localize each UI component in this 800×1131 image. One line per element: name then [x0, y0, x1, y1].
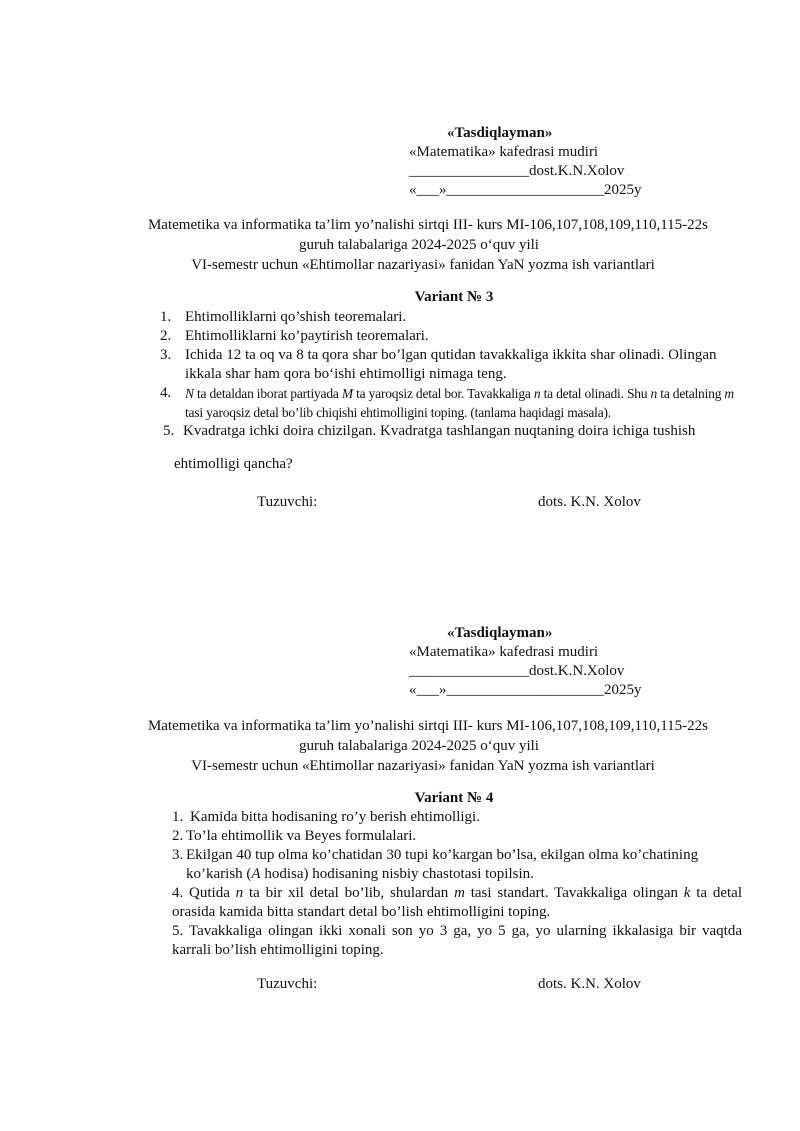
task-number: 1. [160, 309, 172, 325]
task-text: Tavakkaliga olingan ikki xonali son yo 3 ga, yo 5 ga, yo ularning ikkalasiga bir vaqtda karrali bo’lish ehtimolligini toping. [172, 923, 742, 958]
approval-head-signature: ________________dost.K.N.Xolov [409, 163, 625, 179]
list-item [172, 827, 742, 846]
task-text: tasi yaroqsiz detal bo’lib chiqishi ehtimolligini toping. (tanlama haqidagi masala). [185, 405, 611, 420]
task-text-continued: ehtimolligi qancha? [174, 456, 293, 472]
compiler-label: Tuzuvchi: [257, 976, 318, 992]
task-text: Kvadratga ichki doira chizilgan. Kvadratga tashlangan nuqtaning doira ichiga tushish [183, 423, 696, 439]
task-number: 5. [163, 423, 175, 439]
task-list [172, 808, 742, 960]
heading-line-3: VI-semestr uchun «Ehtimollar nazariyasi» fanidan YaN yozma ish variantlari [191, 257, 655, 273]
list-item [160, 308, 742, 327]
task-number: 3. [160, 347, 172, 363]
task-number: 4. [172, 885, 184, 901]
task-number: 5. [172, 923, 184, 939]
document-heading [0, 716, 800, 776]
compiler-name: dots. K.N. Xolov [538, 494, 641, 510]
variable-m: m [454, 885, 465, 901]
approval-title: «Tasdiqlayman» [447, 125, 553, 141]
variable-n: n [533, 386, 541, 401]
task-number: 2. [160, 328, 172, 344]
approval-date: «___»_____________________2025y [409, 182, 642, 198]
variable-m: m [724, 386, 734, 401]
task-text: Ehtimolliklarni ko’paytirish teoremalari. [185, 328, 429, 344]
approval-block [409, 124, 709, 200]
approval-date: «___»_____________________2025y [409, 682, 642, 698]
variable-n: n [235, 885, 244, 901]
task-list [160, 308, 742, 474]
list-item [160, 327, 742, 346]
approval-department: «Matematika» kafedrasi mudiri [409, 644, 599, 660]
list-item [172, 884, 742, 922]
task-number: 3. [172, 847, 184, 863]
task-text: ta detalning [657, 386, 725, 401]
variable-n-cap: N [185, 386, 194, 401]
task-text: To’la ehtimollik va Beyes formulalari. [186, 828, 417, 844]
task-text: Ehtimolliklarni qo’shish teoremalari. [185, 309, 407, 325]
variable-m-cap: M [341, 386, 353, 401]
compiler-label: Tuzuvchi: [257, 494, 318, 510]
document-heading [0, 215, 800, 275]
task-text: ta detaldan iborat partiyada [193, 386, 342, 401]
heading-line-2: guruh talabalariga 2024-2025 o‘quv yili [299, 237, 539, 253]
task-number: 4. [160, 385, 171, 401]
approval-department: «Matematika» kafedrasi mudiri [409, 144, 599, 160]
task-number: 2. [172, 828, 184, 844]
task-text: hodisa) hodisaning nisbiy chastotasi topilsin. [260, 866, 534, 882]
list-item [160, 384, 742, 422]
variant-title: Variant № 3 [414, 289, 494, 305]
event-a: A [251, 866, 261, 882]
task-text: tasi standart. Tavakkaliga olingan [464, 885, 684, 901]
task-text: ta detal orasida kamida bitta standart detal bo’lish ehtimolligini toping. [172, 885, 742, 920]
list-item [163, 422, 742, 474]
variable-k: k [683, 885, 691, 901]
task-text: ta yaroqsiz detal bor. Tavakkaliga [352, 386, 534, 401]
heading-line-3: VI-semestr uchun «Ehtimollar nazariyasi» fanidan YaN yozma ish variantlari [191, 758, 655, 774]
task-text: ta bir xil detal bo’lib, shulardan [243, 885, 455, 901]
variable-n: n [650, 386, 658, 401]
list-item [172, 846, 742, 884]
heading-line-1: Matemetika va informatika ta’lim yo’nalishi sirtqi III- kurs MI-106,107,108,109,110,115-22s [147, 217, 709, 233]
task-text: Kamida bitta hodisaning ro’y berish ehtimolligi. [190, 809, 480, 825]
task-text: ta detal olinadi. Shu [540, 386, 651, 401]
variant-title: Variant № 4 [414, 790, 494, 806]
list-item [172, 922, 742, 960]
approval-block [409, 624, 709, 700]
task-text: Ekilgan 40 tup olma ko’chatidan 30 tupi ko’kargan bo’lsa, ekilgan olma ko’chatining ko’karish ( [186, 847, 699, 882]
task-text: Ichida 12 ta oq va 8 ta qora shar bo’lgan qutidan tavakkaliga ikkita shar olinadi. Olingan ikkala shar ham qora bo‘ishi ehtimolligi nimaga teng. [185, 347, 717, 382]
heading-line-1: Matemetika va informatika ta’lim yo’nalishi sirtqi III- kurs MI-106,107,108,109,110,115-22s [147, 718, 709, 734]
heading-line-2: guruh talabalariga 2024-2025 o‘quv yili [299, 738, 539, 754]
compiler-name: dots. K.N. Xolov [538, 976, 641, 992]
approval-head-signature: ________________dost.K.N.Xolov [409, 663, 625, 679]
task-number: 1. [172, 809, 184, 825]
task-text: Qutida [189, 885, 236, 901]
list-item [172, 808, 742, 827]
list-item [160, 346, 742, 384]
approval-title: «Tasdiqlayman» [447, 625, 553, 641]
